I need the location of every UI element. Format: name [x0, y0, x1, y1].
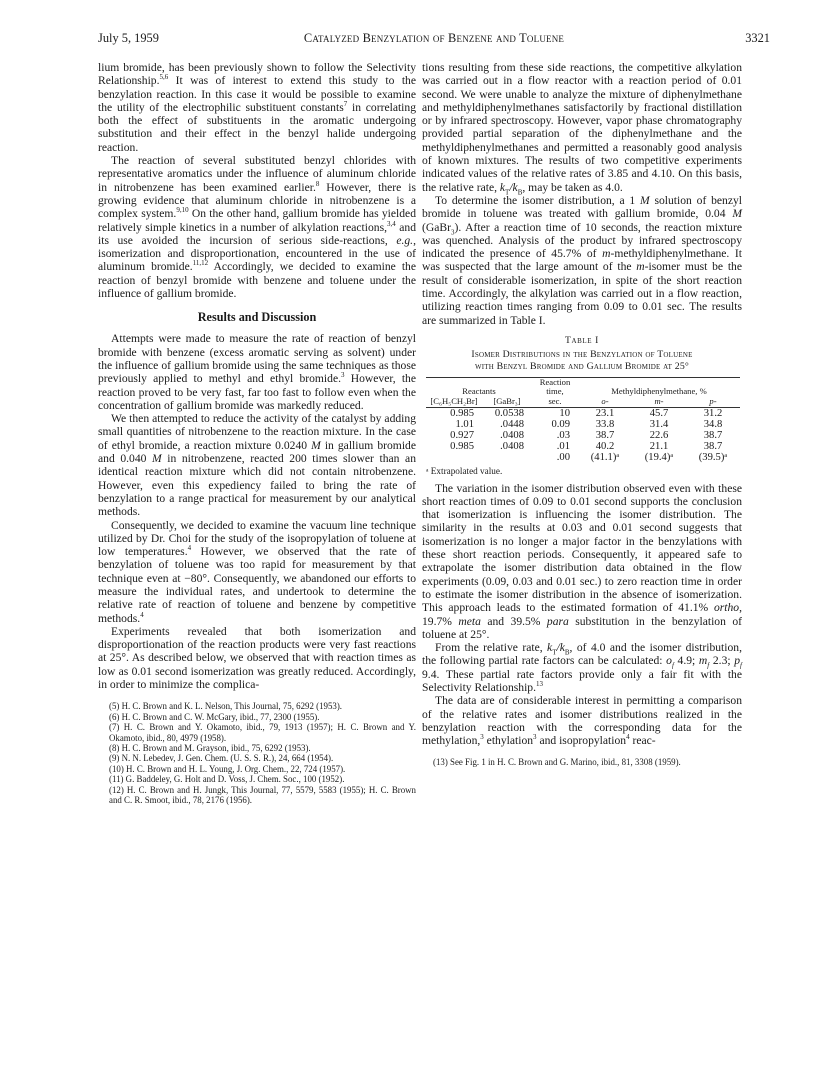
paragraph: The reaction of several substituted benzyl chlorides with representative aromatics under the influence of aluminum chloride in nitrobenzene has been examined earlier.$^8$ However, there is growing evidence that aluminum chloride in nitrobenzene is a complex system.$^{9,10}$ On the other hand, gallium bromide has yielded relatively simple kinetics in a number of alkylation reactions,$^{3,4}$ and its use avoided the incursion of serious side-reactions, e.g., isomerization and disproportionation, encountered in the use of aluminum bromide.$^{11,12}$ Accordingly, we decided to examine the reaction of benzyl bromide with benzene and toluene under the influence of gallium bromide.: [98, 154, 416, 301]
paragraph: To determine the isomer distribution, a 1 M solution of benzyl bromide in toluene was treated with gallium bromide, 0.04 M (GaBr$_3$). After a reaction time of 10 seconds, the reaction mixture was quenched. Analysis of the product by infrared spectroscopy indicated the presence of 45.7% of m-methyldiphenylmethane. It was suspected that the large amount of the m-isomer must be the result of considerable isomerization, in spite of the short reaction time. Accordingly, the alkylation was carried out in a flow reaction, utilizing reaction times ranging from 0.09 to 0.01 sec. The results are summarized in Table I.: [422, 193, 742, 327]
table-cell: 0.09: [551, 418, 570, 430]
footnote: (13) See Fig. 1 in H. C. Brown and G. Marino, ibid., 81, 3308 (1959).: [433, 757, 681, 768]
footnote: (7) H. C. Brown and Y. Okamoto, ibid., 79, 1913 (1957); H. C. Brown and Y. Okamoto, ibid., 80, 4979 (1958).: [109, 722, 416, 743]
table-cell: .0408: [500, 429, 524, 441]
table-cell: .0448: [500, 418, 524, 430]
table-cell: 38.7: [703, 440, 723, 452]
paragraph: From the relative rate, $k_T/k_B$, of 4.0 and the isomer distribution, the following partial rate factors can be calculated: $o_f$ 4.9; $m_f$ 2.3; $p_f$ 9.4. These partial rate factors provide only a fair fit with the Selectivity Relationship.$^{13}$: [422, 641, 742, 694]
table-cell: [482, 452, 532, 463]
footnote: (12) H. C. Brown and H. Jungk, This Journal, 77, 5579, 5583 (1955); H. C. Brown and C. R. Smoot, ibid., 78, 2176 (1956).: [109, 784, 416, 806]
table-one: [422, 335, 742, 476]
table-cell: (41.1)ᵃ: [590, 451, 620, 463]
paragraph: lium bromide, has been previously shown to follow the Selectivity Relationship.$^{5,6}$ It was of interest to extend this study to the benzylation reaction. In this case it would be possible to examine the utility of the electrophilic substituent constants$^7$ in correlating both the effect of substituents in the aromatic undergoing substitution and their effect in the benzyl halide undergoing reaction.: [98, 61, 416, 154]
isomer-table: [426, 377, 740, 463]
header-reactants: Reactants: [462, 386, 496, 397]
paragraph: We then attempted to reduce the activity of the catalyst by adding small quantities of nitrobenzene to the reaction mixture. In the case of ethyl bromide, a reaction mixture 0.0240 M in gallium bromide and 0.040 M in nitrobenzene, reacted 200 times slower than an identical reaction mixture which did not contain nitrobenzene. However, even this expediency failed to bring the rate of benzylation to a range practical for measurement by our analytical methods.: [98, 412, 416, 519]
table-cell: 40.2: [595, 440, 615, 452]
running-head: [98, 30, 770, 46]
table-cell: 10: [559, 407, 570, 419]
header-ortho: o-: [578, 397, 632, 407]
footnotes: [422, 757, 742, 767]
paragraph: Attempts were made to measure the rate of reaction of benzyl bromide with benzene (excess aromatic serving as solvent) under the influence of gallium bromide using the same techniques as those previously applied to methyl and ethyl bromide.$^3$ However, the reaction proved to be very fast, far too fast to follow even when the concentration of gallium bromide was markedly reduced.: [98, 332, 417, 412]
table-cell: 38.7: [703, 429, 723, 441]
footnote: (8) H. C. Brown and M. Grayson, ibid., 75, 6292 (1953).: [109, 742, 311, 753]
table-cell: 33.8: [595, 418, 615, 430]
header-methyl: Methyldiphenylmethane, %: [611, 386, 707, 397]
table-cell: 45.7: [649, 407, 669, 419]
table-cell: (19.4)ᵃ: [644, 451, 674, 463]
table-row: [426, 452, 740, 463]
table-cell: 0.985: [450, 440, 474, 452]
running-title: Catalyzed Benzylation of Benzene and Toluene: [303, 31, 565, 45]
table-cell: 0.927: [450, 429, 474, 441]
header-para: p-: [686, 397, 740, 407]
issue-date: July 5, 1959: [98, 31, 159, 45]
table-cell: 31.2: [703, 407, 723, 419]
header-reaction: Reaction: [532, 377, 578, 387]
table-label: Table I: [565, 334, 599, 346]
paragraph: Consequently, we decided to examine the vacuum line technique utilized by Dr. Choi for the study of the isopropylation of toluene at low temperatures.$^4$ However, we observed that the rate of benzylation of toluene was too rapid for measurement by that technique even at −80°. Consequently, we abandoned our efforts to measure the individual rates, and undertook to determine the relative rate of reaction of toluene and benzene by competitive methods.$^4$: [98, 518, 416, 625]
table-cell: 0.985: [450, 407, 474, 419]
table-cell: .00: [556, 451, 570, 463]
table-cell: 22.6: [649, 429, 669, 441]
table-cell: 0.0538: [494, 407, 524, 419]
header-benzyl-bromide: [C₆H₅CH₂Br]: [426, 397, 482, 407]
page-number: 3321: [745, 31, 770, 45]
footnote: (10) H. C. Brown and H. L. Young, J. Org. Chem., 22, 724 (1957).: [109, 763, 346, 774]
table-cell: 34.8: [703, 418, 723, 430]
table-cell: (39.5)ᵃ: [698, 451, 728, 463]
table-body: [426, 407, 740, 463]
left-column: [98, 61, 416, 805]
header-meta: m-: [632, 397, 686, 407]
paragraph: Experiments revealed that both isomerization and disproportionation of the reaction products were very fast reactions at 25°. As described below, we observed that with reaction times as low as 0.01 second isomerization was greatly reduced. Accordingly, in order to minimize the complica-: [98, 624, 416, 692]
footnote: (9) N. N. Lebedev, J. Gen. Chem. (U. S. S. R.), 24, 664 (1954).: [109, 753, 334, 764]
table-cell: 21.1: [649, 440, 669, 452]
table-cell: .0408: [500, 440, 524, 452]
header-gabr3: [GaBr₃]: [482, 397, 532, 407]
header-time: time,: [546, 386, 564, 397]
header-sec: sec.: [532, 397, 578, 407]
table-cell: 31.4: [649, 418, 669, 430]
table-cell: .03: [556, 429, 570, 441]
footnotes: [98, 701, 416, 805]
right-column: [422, 61, 742, 768]
table-cell: .01: [556, 440, 570, 452]
footnote: (11) G. Baddeley, G. Holt and D. Voss, J. Chem. Soc., 100 (1952).: [109, 774, 345, 785]
table-row: [426, 419, 740, 430]
table-cell: 23.1: [595, 407, 615, 419]
table-caption: Isomer Distributions in the Benzylation of Toluene with Benzyl Bromide and Gallium Bromide at 25°: [471, 348, 693, 373]
footnote: (6) H. C. Brown and C. W. McGary, ibid., 77, 2300 (1955).: [109, 711, 320, 722]
table-row: [426, 441, 740, 452]
paragraph: tions resulting from these side reactions, the competitive alkylation was carried out in a flow reactor with a reaction period of 0.01 second. We were unable to analyze the mixture of diphenylmethane and methyldiphenylmethanes satisfactorily by fractional distillation or by infrared spectroscopy. However, vapor phase chromatography provided partial separation of the diphenylmethane and the methyldiphenylmethanes and permitted a reasonably good analysis of known mixtures. The results of two competitive experiments indicated values of the relative rates of 3.85 and 4.10. On this basis, the relative rate, $k_T/k_B$, may be taken as 4.0.: [422, 61, 742, 196]
table-row: [426, 430, 740, 441]
footnote: (5) H. C. Brown and K. L. Nelson, This Journal, 75, 6292 (1953).: [109, 701, 343, 712]
table-cell: 38.7: [595, 429, 615, 441]
table-footnote: ᵃ Extrapolated value.: [426, 465, 503, 476]
table-cell: 1.01: [455, 418, 474, 430]
paragraph: The data are of considerable interest in permitting a comparison of the relative rates and isomer distributions realized in the benzylation reaction with the corresponding data for the methylation,$^3$ ethylation$^3$ and isopropylation$^4$ reac-: [422, 694, 742, 748]
paragraph: The variation in the isomer distribution observed even with these short reaction times of 0.09 to 0.01 second supports the conclusion that isomerization is influencing the isomer distribution. The similarity in the results at 0.03 and 0.01 second suggests that isomerization is no longer a major factor in the benzylations with these short reaction periods. Consequently, it appeared safe to extrapolate the isomer distribution data obtained in the flow experiments (0.09, 0.03 and 0.01 sec.) to zero reaction time in order to estimate the isomer distribution in the absence of isomerization. This approach leads to the estimated formation of 41.1% ortho, 19.7% meta and 39.5% para substitution in the benzylation of toluene at 25°.: [422, 481, 742, 641]
section-heading: Results and Discussion: [197, 310, 317, 325]
table-cell: [426, 452, 482, 463]
table-row: [426, 407, 740, 419]
